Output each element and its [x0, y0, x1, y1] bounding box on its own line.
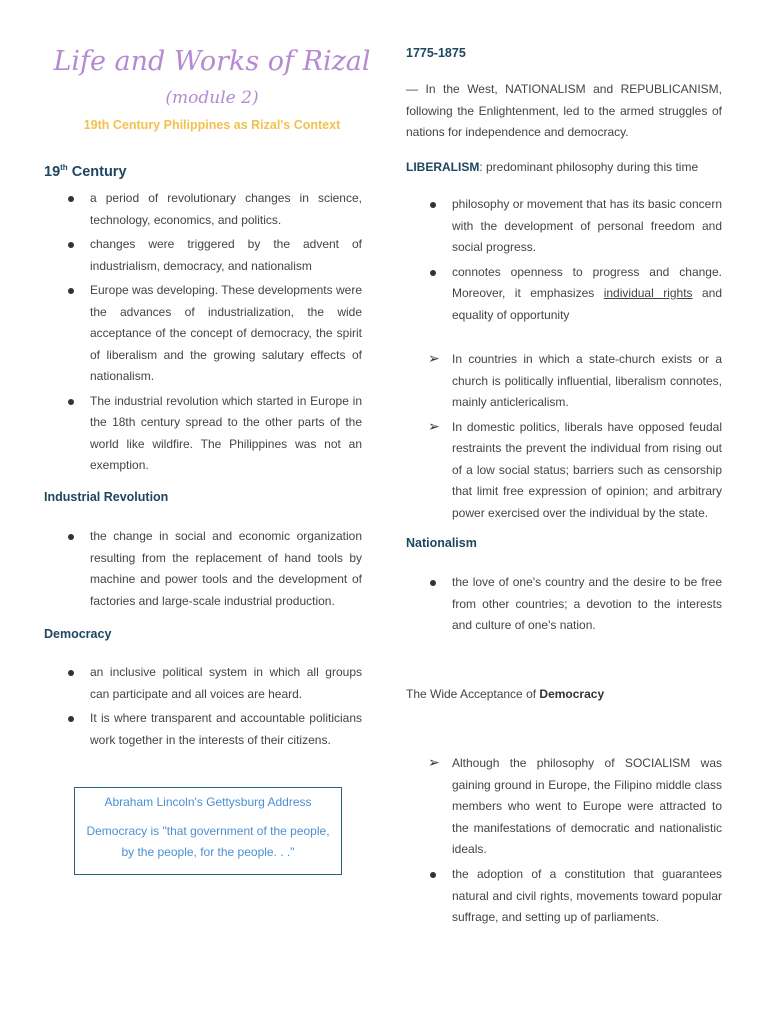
century-heading: 19th Century [44, 163, 127, 180]
list-item: changes were triggered by the advent of industrialism, democracy, and nationalism [44, 234, 362, 277]
nationalism-bullet-list [406, 572, 722, 640]
list-item: the love of one's country and the desire to be free from other countries; a devotion to the interests and culture of one's nation. [406, 572, 722, 637]
quote-text: Democracy is "that government of the people, by the people, for the people. . ." [86, 824, 330, 859]
industrial-revolution-heading: Industrial Revolution [44, 490, 169, 504]
liberalism-line: LIBERALISM: predominant philosophy during this time [406, 160, 699, 174]
bullet-icon [430, 580, 436, 586]
bullet-icon [68, 670, 74, 676]
bullet-icon [430, 202, 436, 208]
nationalism-heading: Nationalism [406, 536, 477, 550]
years-paragraph: — In the West, NATIONALISM and REPUBLICANISM, following the Enlightenment, led to the armed struggles of nations for independence and democracy. [406, 82, 722, 139]
list-item: a period of revolutionary changes in science, technology, economics, and politics. [44, 188, 362, 231]
list-item: The industrial revolution which started in Europe in the 18th century spread to the other parts of the world like wildfire. The Philippines was not an exemption. [44, 391, 362, 477]
module-label: (module 2) [165, 88, 259, 108]
final-bullet-list [406, 864, 722, 932]
arrow-bullet-icon: ➢ [428, 755, 440, 771]
socialism-arrow-list [406, 753, 722, 864]
bullet-icon [68, 716, 74, 722]
arrow-bullet-icon: ➢ [428, 351, 440, 367]
list-item: ➢ In domestic politics, liberals have opposed feudal restraints the prevent the individual from rising out of a low social status; barriers such as censorship that limit free expression of opinion; and arbitrary power exercised over the individual by the state. [428, 418, 722, 520]
arrow-bullet-icon: ➢ [428, 418, 440, 435]
bullet-icon [430, 270, 436, 276]
industrial-bullet-list [44, 526, 362, 615]
list-item: connotes openness to progress and change. Moreover, it emphasizes individual rights and equality of opportunity [406, 262, 722, 327]
list-item: philosophy or movement that has its basic concern with the development of personal freedom and social progress. [406, 194, 722, 259]
liberalism-label: LIBERALISM [406, 160, 480, 174]
list-item: ➢ Although the philosophy of SOCIALISM was gaining ground in Europe, the Filipino middle class members who went to Europe were attracted to the manifestations of democratic and nationalistic ideals. [428, 755, 722, 856]
quote-title: Abraham Lincoln's Gettysburg Address [104, 795, 312, 809]
bullet-icon [68, 288, 74, 294]
bullet-icon [68, 534, 74, 540]
page-subtitle: 19th Century Philippines as Rizal's Context [83, 118, 341, 132]
list-item: an inclusive political system in which all groups can participate and all voices are heard. [44, 662, 362, 705]
democracy-bullet-list [44, 662, 362, 754]
individual-rights-underlined: individual rights [603, 286, 693, 300]
list-item: the change in social and economic organization resulting from the replacement of hand tools by machine and power tools and the development of factories and large-scale industrial production. [44, 526, 362, 612]
wide-acceptance-heading: The Wide Acceptance of Democracy [406, 687, 605, 701]
list-item: It is where transparent and accountable politicians work together in the interests of their citizens. [44, 708, 362, 751]
gettysburg-quote-box [74, 787, 342, 875]
liberalism-arrow-list [406, 349, 722, 527]
democracy-heading: Democracy [44, 627, 112, 641]
list-item: ➢ In countries in which a state-church exists or a church is politically influential, liberalism connotes, mainly anticlericalism. [428, 351, 722, 409]
list-item: Europe was developing. These developments were the advances of industrialization, the wide acceptance of the concept of democracy, the spirit of liberalism and the growing salutary effects of nationalism. [44, 280, 362, 388]
century-bullet-list [44, 188, 362, 480]
bullet-icon [68, 242, 74, 248]
liberalism-bullet-list [406, 194, 722, 329]
page-title: Life and Works of Rizal [53, 46, 371, 77]
years-heading: 1775-1875 [406, 46, 466, 60]
bullet-icon [68, 399, 74, 405]
list-item: the adoption of a constitution that guarantees natural and civil rights, movements toward popular suffrage, and setting up of parliaments. [406, 864, 722, 929]
bullet-icon [68, 196, 74, 202]
bullet-icon [430, 872, 436, 878]
